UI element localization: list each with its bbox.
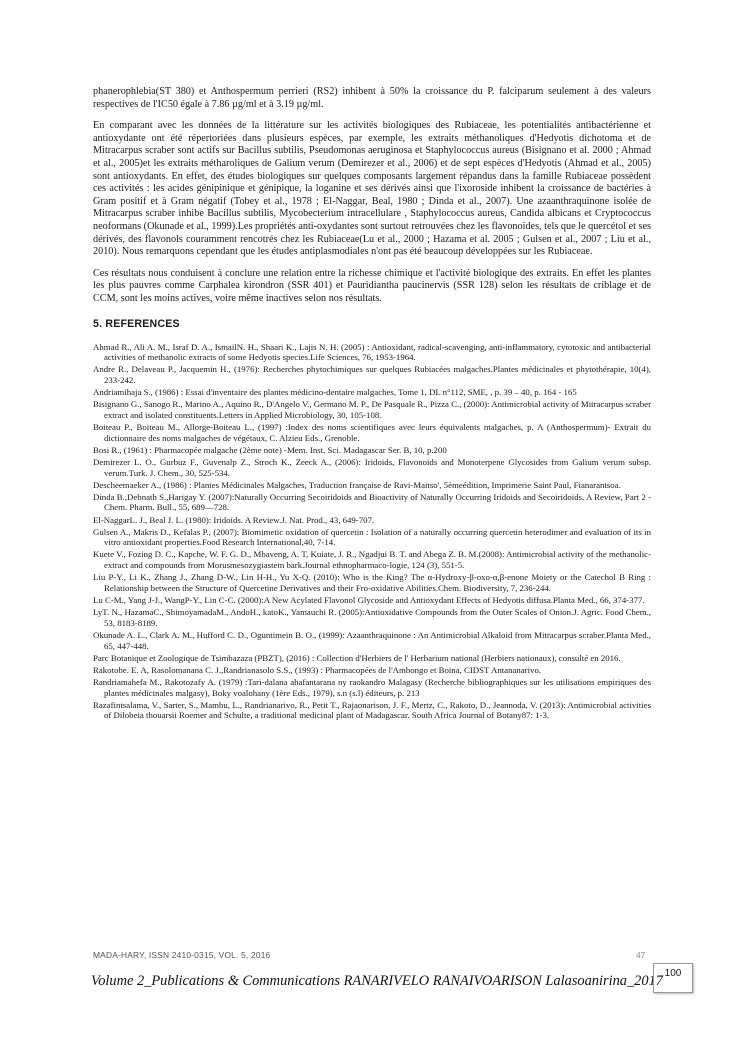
reference-item: LyT. N., HazamaC., ShimoyamadaM., AndoH., katoK., Yamauchi R. (2005):Antioxidative Compounds from the Outer Scales of Onion.J. Agric. Food Chem., 53, 8183-8189.	[93, 607, 651, 628]
reference-list	[93, 342, 651, 722]
reference-item: Okunade A. L., Clark A. M., Hufford C. D., Oguntimein B. O., (1999): Azaanthraquinone : An Antimicrobial Alkaloid from Mitracarpus scraber.Planta Med., 65, 447-448.	[93, 629, 651, 651]
reference-item: Gulsen A., Makris D., Kefalas P., (2007): Biomimetic oxidation of quercetin : Isolation of a naturally occurring quercetin heterodimer and evaluation of its in vitro antioxidant properties.Food Research International,40, 7-14.	[93, 526, 651, 548]
reference-item: El-NaggarL. J., Beal J. L. (1980): Iridoids. A Review.J. Nat. Prod., 43, 649-707.	[93, 514, 375, 525]
reference-item: Parc Botanique et Zoologique de Tsimbazaza (PBZT), (2016) : Collection d'Herbiers de l' Herbarium national (Herbiers nationaux), consulté en 2016.	[93, 652, 621, 663]
paragraph-3: Ces résultats nous conduisent à conclure une relation entre la richesse chimique et l'activité biologique des extraits. En effet les plantes les plus pauvres comme Carphalea kirondron (SSR 401) et Pauridiantha paucinervis (SSR 128) selon les résultats de criblage et de CCM, sont les moins actives, voire même inactives selon nos résultats.	[93, 267, 651, 304]
reference-item: Bosi R., (1961) : Pharmacopée malgache (2ème note) -Mem. Inst. Sci. Madagascar Ser. B, 10, p.200	[93, 444, 447, 455]
reference-item: Andriamihaja S., (1986) : Essai d'inventaire des plantes médicino-dentaire malgaches, Tome 1, DL n°112, SME, , p. 39 – 40, p. 164 - 165	[93, 387, 577, 398]
reference-item: Kuete V., Fozing D. C., Kapche, W. F. G. D., Mbaveng, A. T, Kuiate, J. R., Ngadjui B. T. and Abega Z. B. M.(2008): Antimicrobial activity of the methanolic-extract and compounds from Morusmesozygiastem bark.Journal ethnopharmaco-logie, 124 (3), 551-5.	[93, 549, 651, 571]
reference-item: Razafintsalama, V., Sarter, S., Mambu, L., Randrianarivo, R., Petit T., Rajaonarison, J. F., Mertz, C., Rakoto, D., Jeannoda, V. (2013): Antimicrobial activities of Dilobeia thouarsii Roemer and Schulte, a traditional medicinal plant of Madagascar. South Africa Journal of Botany87: 1-3.	[93, 699, 651, 721]
reference-item: Demirezer L. O., Gurbuz F., Guvenalp Z., Stroch K., Zeeck A., (2006): Iridoids, Flavonoids and Monoterpene Glycosides from Galium verum subsp. verum.Turk. J. Chem., 30, 525-534.	[93, 456, 651, 478]
reference-item: Rakotobe. E. A, Rasolomanana C. J.,Randrianasolo S.S., (1993) : Pharmacopées de l'Ambongo et Boina, CIDST Antananarivo.	[93, 664, 542, 675]
paragraph-1: phanerophlebia(ST 380) et Anthospermum perrieri (RS2) inhibent à 50% la croissance du P. falciparum seulement à des valeurs respectives de l'IC50 égale à 7.86 µg/ml et à 3.19 µg/ml.	[93, 86, 651, 110]
reference-item: Boiteau P., Boiteau M., Allorge-Boiteau L., (1997) :Index des noms scientifiques avec leurs équivalents malgaches, p. A (Anthospermum)- Extrait du dictionnaire des noms malgaches de végétaux, C. Alzieu Eds., Grenoble.	[93, 421, 651, 443]
volume-footer-line: Volume 2_Publications & Communications RANARIVELO RANAIVOARISON Lalasoanirina_2017	[91, 973, 663, 989]
reference-item: Descheemaeker A., (1986) : Plantes Médicinales Malgaches, Traduction française de Ravi-Maitso', 5èmeédition, Imprimerie Saint Paul, Fianarantsoa.	[93, 479, 621, 490]
section-heading-references: 5. REFERENCES	[93, 317, 180, 330]
journal-footer: MADA-HARY, ISSN 2410-0315, VOL. 5, 2016	[93, 950, 271, 960]
journal-page-number: 47	[636, 950, 646, 960]
page-number-box	[653, 963, 693, 993]
reference-item: Liu P-Y., Li K., Zhang J., Zhang D-W., Lin H-H., Yu X-Q. (2010): Who is the King? The α-Hydroxy-β-oxo-α,β-enone Moiety or the Catechol B Ring : Relationship between the Structure of Quercetine Derivatives and their Fro-oxidative Abilities.Chem. Biodiversity, 7, 236-244.	[93, 572, 651, 593]
reference-item: Dinda B.,Debnath S.,Harigay Y. (2007):Naturally Occurring Secoiridoids and Bioactivity of Naturally Occurring Iridoids and Secoiridoids. A Review, Part 2 - Chem. Pharm. Bull., 55, 689—728.	[93, 491, 651, 513]
page-content	[93, 86, 651, 723]
paragraph-2: En comparant avec les données de la littérature sur les activités biologiques des Rubiaceae, les potentialités antibactérienne et antioxydante ont été répertoriées dans plusieurs espèces, par exemple, les extraits méthanoliques d'Hedyotis dichotoma et de Mitracarpus scraber sont actifs sur Bacillus subtilis, Pseudomonas aeruginosa et Staphylococcus aureus (Bisignano et al. 2000 ; Ahmad et al., 2005)et les extraits métharoliques de Galium verum (Demirezer et al., 2006) et de sept espèces d'Hedyotis (Ahmad et al., 2005) sont antioxydants. En effet, des études biologiques sur quelques composants largement répandus dans la famille Rubiaceae possèdent ces activités : les acides génipinique et génipique, la loganine et ses dérivés ainsi que l'ixoroside inhibent la croissance de bactéries à Gram positif et à Gram négatif (Tobey et al., 1978 ; El-Naggar, Beal, 1980 ; Dinda et al., 2007). Une azaanthraquinone isolée de Mitracarpus scraber inhibe Bacillus subtilis, Mycobecterium intracellulare , Staphylococcus aureus, Candida albicans et Cryptococcus neoformans (Okunade et al., 1999).Les propriétés anti-oxydantes sont surtout retrouvées chez les flavonoïdes, tels que le quercétol et ses dérivés, des flavonols couramment rencotrés chez les Rubiaceae(Lu et al., 2000 ; Hazama et al. 2005 ; Gulsen et al., 2007 ; Liu et al., 2010). Nous remarquons cependant que les études antiplasmodiales n'ont pas été beaucoup développées sur les Rubiaceae.	[93, 120, 651, 258]
reference-item: Ahmad R., Ali A. M., Israf D. A., IsmailN. H., Shaari K., Lajis N. H. (2005) : Antioxidant, radical-scavenging, anti-inflammatory, cytotoxic and antibacterial activities of methanolic extracts of some Hedyotis species.Life Sciences, 76, 1953-1964.	[93, 341, 651, 363]
reference-item: Andre R., Delaveau P., Jacquemin H., (1976): Recherches phytochimiques sur quelques Rubiacées malgaches.Plantes médicinales et phytothérapie, 10(4), 233-242.	[93, 364, 651, 385]
reference-item: Lu C-M., Yang J-J., WangP-Y., Lin C-C. (2000):A New Acylated Flavonol Glycoside and Antioxydant Effects of Hedyotis diffusa.Planta Med., 66, 374-377.	[93, 595, 645, 606]
reference-item: Randriamahefa M., Rakotozafy A. (1979) :Tari-dalana ahafantarana ny raokandro Malagasy (Recherche bibliographiques sur les utilisations empiriques des plantes médicinales malgasy), Boky voalohany (1ère Eds., 1979), s.n (s.l) éditeurs, p. 213	[93, 676, 651, 698]
page-number: 100	[664, 968, 682, 979]
reference-item: Bisignano G., Sanogo R., Marino A., Aquino R., D'Angelo V., Germano M. P., De Pasquale R., Pizza C., (2000): Antimicrobial activity of Mitracarpus scraber extract and isolated constituents.Letters in Applied Microbiology, 30, 105-108.	[93, 399, 651, 420]
